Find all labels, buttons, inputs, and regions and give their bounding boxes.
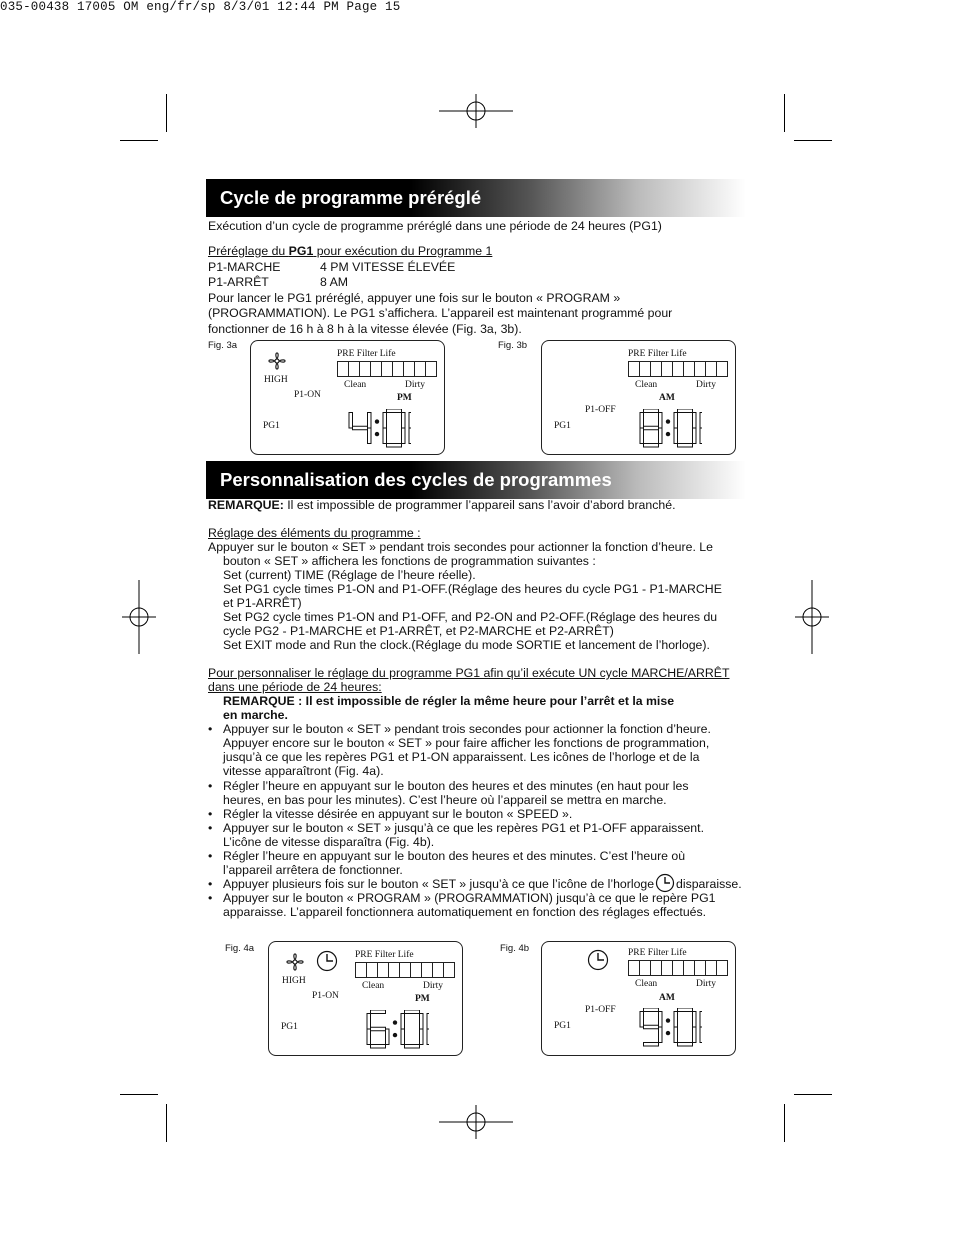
- filter-life-bar: [355, 962, 455, 978]
- filter-life-bar: [628, 361, 728, 377]
- pg-label: PG1: [281, 1022, 298, 1032]
- speed-label: HIGH: [264, 375, 288, 385]
- clock-icon: [316, 950, 338, 972]
- clean-label: Clean: [635, 979, 658, 989]
- lcd-digit-8: [640, 409, 662, 447]
- bullet-line: apparaisse. L’appareil fonctionnera automatiquement en fonction des réglages effectués.: [223, 905, 707, 919]
- bullet-line: Régler l’heure en appuyant sur le bouton des heures et des minutes. C’est l’heure où: [223, 849, 686, 863]
- lcd-digit-6: [367, 1010, 389, 1048]
- lcd-colon-dot: [666, 1031, 670, 1035]
- figure-label: Fig. 3a: [208, 340, 238, 351]
- lcd-display-fig3a: [250, 340, 445, 455]
- filter-title: PRE Filter Life: [628, 948, 687, 958]
- paragraph-line: cycle PG2 - P1-MARCHE et P1-ARRÊT, et P2-MARCHE et P2-ARRÊT): [223, 624, 614, 638]
- section-title: Cycle de programme préréglé: [220, 187, 482, 208]
- section-title: Personnalisation des cycles de programmes: [220, 469, 612, 490]
- bullet-line: Appuyer sur le bouton « SET » jusqu’à ce que les repères PG1 et P1-OFF apparaissent.: [223, 821, 704, 835]
- filter-title: PRE Filter Life: [337, 349, 396, 359]
- bullet-line: vitesse apparaîtront (Fig. 4a).: [223, 764, 384, 778]
- clock-icon: [655, 873, 675, 893]
- bullet-line: l’appareil arrêtera de fonctionner.: [223, 863, 403, 877]
- pg-label: PG1: [263, 421, 280, 431]
- bullet-marker: •: [208, 821, 213, 835]
- ampm-label: PM: [415, 994, 430, 1004]
- preset-row-label: P1-ARRÊT: [208, 275, 269, 289]
- print-slug: 035-00438 17005 OM eng/fr/sp 8/3/01 12:44 PM Page 15: [0, 0, 401, 14]
- pg-label: PG1: [554, 1021, 571, 1031]
- preset-heading: Préréglage du PG1 pour exécution du Programme 1: [208, 244, 493, 258]
- program-label: P1-ON: [312, 991, 339, 1001]
- preset-row-value: 8 AM: [320, 275, 349, 289]
- figure-label: Fig. 4a: [225, 943, 255, 954]
- paragraph-line: Set EXIT mode and Run the clock.(Réglage du mode SORTIE et lancement de l’horloge).: [223, 638, 710, 652]
- filter-life-bar: [337, 361, 437, 377]
- lcd-digit-4: [349, 413, 371, 444]
- remark-text: en marche.: [223, 708, 288, 722]
- clean-label: Clean: [344, 380, 367, 390]
- figure-label: Fig. 4b: [500, 943, 530, 954]
- ampm-label: AM: [659, 993, 675, 1003]
- bullet-line: Appuyer sur le bouton « PROGRAM » (PROGRAMMATION) jusqu’à ce que le repère PG1: [223, 891, 716, 905]
- figure-label: Fig. 3b: [498, 340, 528, 351]
- ampm-label: PM: [397, 393, 412, 403]
- paragraph-line: et P1-ARRÊT): [223, 596, 302, 610]
- time-digits: [341, 1010, 429, 1050]
- lcd-digit-0: [401, 1010, 423, 1048]
- paragraph-line: fonctionner de 16 h à 8 h à la vitesse élevée (Fig. 3a, 3b).: [208, 322, 522, 336]
- fan-icon: [283, 950, 307, 974]
- lcd-digit-0: [427, 1010, 429, 1048]
- lcd-digit-0: [674, 409, 696, 447]
- bullet-marker: •: [208, 877, 213, 891]
- bullet-line: L’icône de vitesse disparaîtra (Fig. 4b).: [223, 835, 435, 849]
- lcd-colon-dot: [666, 432, 670, 436]
- custom-heading: dans une période de 24 heures:: [208, 680, 382, 694]
- bullet-line: Régler la vitesse désirée en appuyant sur le bouton « SPEED ».: [223, 807, 573, 821]
- section-banner-custom: [206, 461, 746, 499]
- section-banner-preset: [206, 179, 746, 217]
- bullet-marker: •: [208, 779, 213, 793]
- clock-icon: [587, 949, 609, 971]
- paragraph-line: Appuyer sur le bouton « SET » pendant trois secondes pour actionner la fonction d’heure. Le: [208, 540, 713, 554]
- lcd-digit-0: [674, 1008, 696, 1046]
- program-label: P1-OFF: [585, 405, 616, 415]
- bullet-marker: •: [208, 722, 213, 736]
- remark-text: REMARQUE : Il est impossible de régler la même heure pour l’arrêt et la mise: [223, 694, 675, 708]
- lcd-display-fig4a: [268, 941, 463, 1056]
- lcd-colon-dot: [375, 432, 379, 436]
- intro-text: Exécution d’un cycle de programme préréglé dans une période de 24 heures (PG1): [208, 219, 662, 233]
- clean-label: Clean: [362, 981, 385, 991]
- lcd-digit-0: [383, 409, 405, 447]
- dirty-label: Dirty: [696, 380, 717, 390]
- bullet-line: jusqu’à ce que les repères PG1 et P1-ON apparaissent. Les icônes de l’horloge et de la: [223, 750, 700, 764]
- pg-label: PG1: [554, 421, 571, 431]
- dirty-label: Dirty: [696, 979, 717, 989]
- dirty-label: Dirty: [423, 981, 444, 991]
- lcd-colon-dot: [666, 1018, 670, 1022]
- program-label: P1-ON: [294, 390, 321, 400]
- bullet-line: Appuyer sur le bouton « SET » pendant trois secondes pour actionner la fonction d’heure.: [223, 722, 711, 736]
- ampm-label: AM: [659, 393, 675, 403]
- time-digits: [614, 409, 702, 449]
- lcd-colon-dot: [375, 419, 379, 423]
- lcd-display-fig4b: [541, 941, 736, 1056]
- paragraph-line: Set PG1 cycle times P1-ON and P1-OFF.(Réglage des heures du cycle PG1 - P1-MARCHE: [223, 582, 722, 596]
- filter-title: PRE Filter Life: [355, 950, 414, 960]
- preset-row-value: 4 PM VITESSE ÉLEVÉE: [320, 260, 456, 274]
- paragraph-line: Set PG2 cycle times P1-ON and P1-OFF, and P2-ON and P2-OFF.(Réglage des heures du: [223, 610, 718, 624]
- lcd-digit-0: [409, 409, 411, 447]
- speed-label: HIGH: [282, 976, 306, 986]
- lcd-digit-9: [640, 1008, 662, 1046]
- settings-heading: Réglage des éléments du programme :: [208, 526, 421, 540]
- bullet-line: heures, en bas pour les minutes). C’est l’heure où l’appareil se mettra en marche.: [223, 793, 667, 807]
- time-digits: [614, 1008, 702, 1048]
- filter-title: PRE Filter Life: [628, 349, 687, 359]
- paragraph-line: (PROGRAMMATION). Le PG1 s’affichera. L’appareil est maintenant programmé pour: [208, 306, 673, 320]
- bullet-marker: •: [208, 849, 213, 863]
- bullet-marker: •: [208, 891, 213, 905]
- bullet-line: Appuyer plusieurs fois sur le bouton « SET » jusqu’à ce que l’icône de l’horloge: [223, 877, 655, 891]
- lcd-colon-dot: [393, 1020, 397, 1024]
- time-digits: [323, 409, 411, 449]
- paragraph-line: Set (current) TIME (Réglage de l’heure réelle).: [223, 568, 476, 582]
- custom-heading: Pour personnaliser le réglage du programme PG1 afin qu’il exécute UN cycle MARCHE/ARRÊT: [208, 666, 730, 680]
- lcd-display-fig3b: [541, 340, 736, 455]
- clean-label: Clean: [635, 380, 658, 390]
- program-label: P1-OFF: [585, 1005, 616, 1015]
- filter-life-bar: [628, 960, 728, 976]
- bullet-line: disparaisse.: [676, 877, 742, 891]
- paragraph-line: bouton « SET » affichera les fonctions de programmation suivantes :: [223, 554, 596, 568]
- preset-row-label: P1-MARCHE: [208, 260, 281, 274]
- lcd-digit-0: [700, 1008, 702, 1046]
- lcd-colon-dot: [393, 1033, 397, 1037]
- bullet-line: Régler l’heure en appuyant sur le bouton des heures et des minutes (en haut pour les: [223, 779, 689, 793]
- dirty-label: Dirty: [405, 380, 426, 390]
- bullet-line: Appuyer encore sur le bouton « SET » pour faire afficher les fonctions de programmation,: [223, 736, 710, 750]
- bullet-marker: •: [208, 807, 213, 821]
- paragraph-line: Pour lancer le PG1 préréglé, appuyer une fois sur le bouton « PROGRAM »: [208, 291, 621, 305]
- lcd-digit-0: [700, 409, 702, 447]
- note-text: REMARQUE: Il est impossible de programmer l’appareil sans l’avoir d’abord branché.: [208, 498, 676, 512]
- lcd-colon-dot: [666, 419, 670, 423]
- fan-icon: [265, 349, 289, 373]
